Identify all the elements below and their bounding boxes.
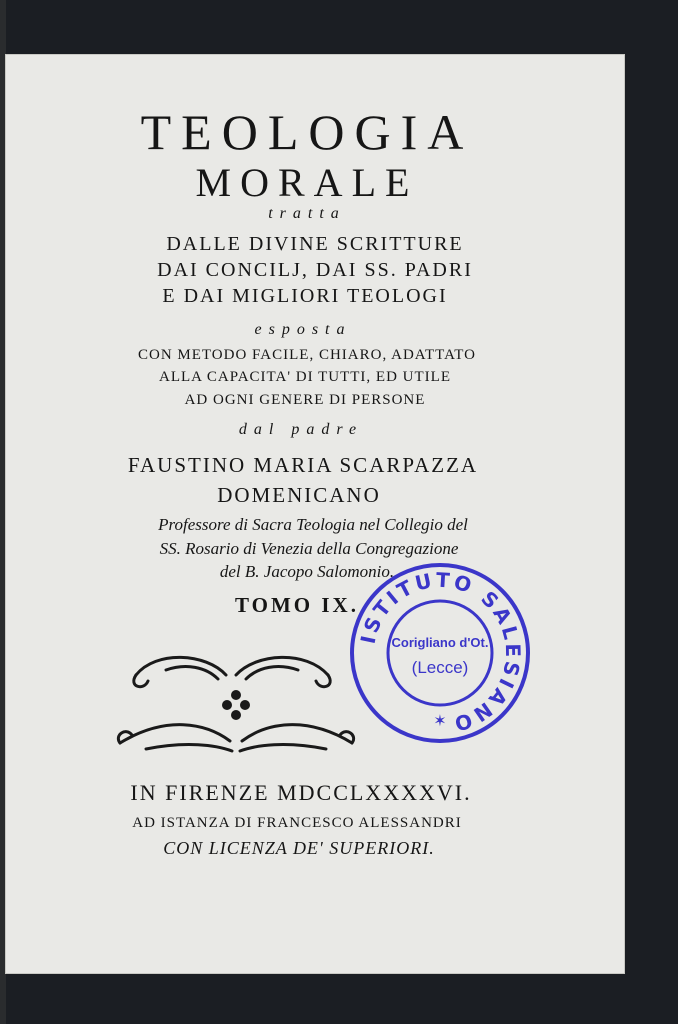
esposta-label: esposta	[254, 321, 352, 338]
author-role-line-1: Professore di Sacra Teologia nel Collegio del	[158, 515, 468, 534]
library-stamp	[348, 561, 532, 745]
stamp-center-line-2: (Lecce)	[411, 658, 469, 677]
source-line-1: DALLE DIVINE SCRITTURE	[166, 233, 464, 255]
volume-number: TOMO IX.	[235, 593, 359, 617]
source-line-3: E DAI MIGLIORI TEOLOGI	[162, 285, 448, 307]
method-line-1: CON METODO FACILE, CHIARO, ADATTATO	[138, 347, 476, 363]
title-line-2: MORALE	[195, 160, 419, 205]
method-line-3: AD OGNI GENERE DI PERSONE	[184, 392, 426, 408]
dal-padre-label: dal padre	[238, 421, 364, 438]
title-page	[6, 55, 624, 973]
author-name: FAUSTINO MARIA SCARPAZZA	[127, 453, 479, 477]
method-line-2: ALLA CAPACITA' DI TUTTI, ED UTILE	[159, 369, 451, 385]
imprint-license: CON LICENZA DE' SUPERIORI.	[163, 838, 435, 858]
author-role-line-3: del B. Jacopo Salomonio.	[219, 562, 395, 581]
source-line-2: DAI CONCILJ, DAI SS. PADRI	[157, 259, 473, 281]
imprint-publisher: AD ISTANZA DI FRANCESCO ALESSANDRI	[132, 815, 462, 831]
author-role-line-2: SS. Rosario di Venezia della Congregazione	[159, 539, 459, 558]
printer-ornament	[106, 645, 366, 765]
stamp-center-line-1: Corigliano d'Ot.	[391, 635, 489, 650]
title-line-1: TEOLOGIA	[140, 104, 474, 160]
tratta-label: tratta	[268, 205, 346, 222]
stamp-ring-text: ISTITUTO SALESIANO	[355, 567, 526, 738]
author-order: DOMENICANO	[217, 483, 381, 507]
imprint-place-year: IN FIRENZE MDCCLXXXXVI.	[130, 780, 472, 805]
stamp-star-icon: ✶	[433, 711, 447, 730]
